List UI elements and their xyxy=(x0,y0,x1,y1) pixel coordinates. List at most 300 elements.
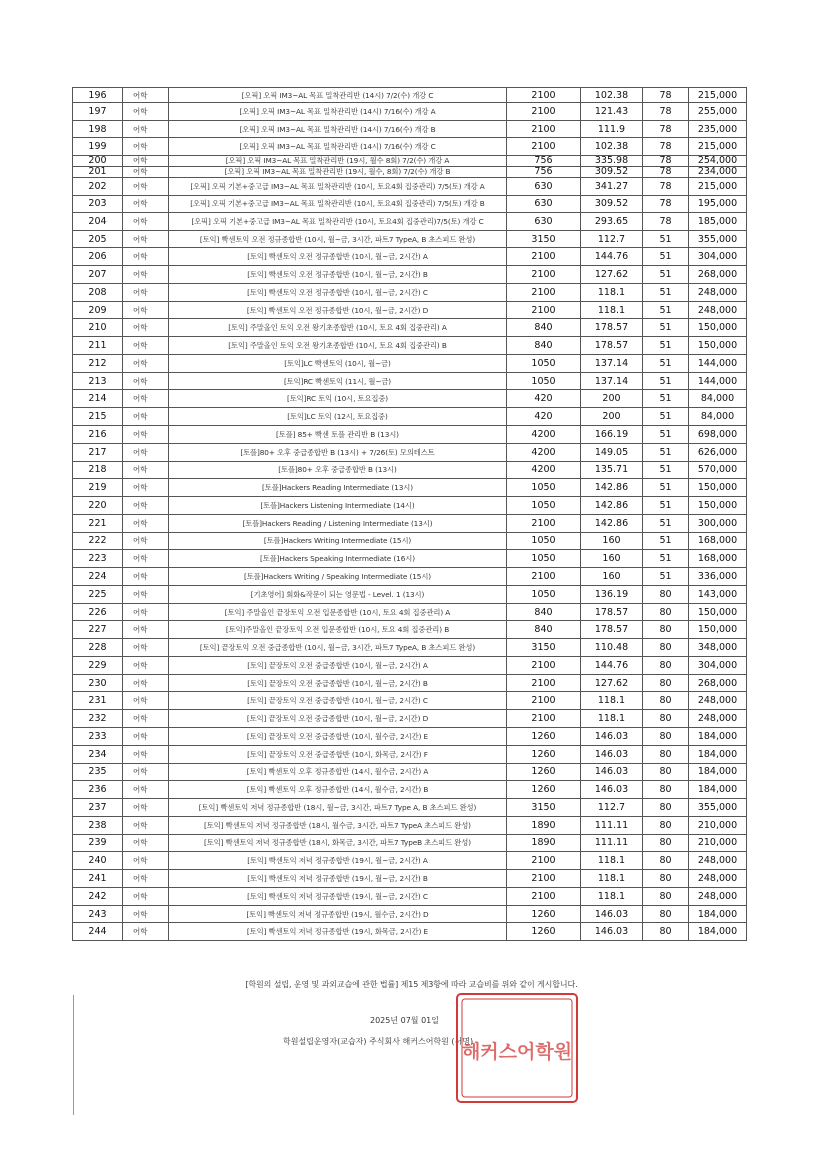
teaching-hours: 78 xyxy=(643,88,689,103)
total-minutes: 2100 xyxy=(507,266,581,284)
teaching-hours: 51 xyxy=(643,354,689,372)
category-cell: 어학 xyxy=(123,870,169,888)
legal-notice: [학원의 설립, 운영 및 과외교습에 관한 법률] 제15 제3항에 따라 교습비를 위와 같이 게시합니다. xyxy=(245,980,578,989)
course-title: [토익] 빡센토익 저녁 정규종합반 (18시, 월수금, 3시간, 파트7 TypeA 초스피드 완성) xyxy=(169,816,507,834)
row-number: 232 xyxy=(73,710,123,728)
total-minutes: 2100 xyxy=(507,283,581,301)
tuition-fee-table xyxy=(72,87,747,941)
total-minutes: 2100 xyxy=(507,692,581,710)
tuition-fee: 144,000 xyxy=(689,372,747,390)
row-number: 229 xyxy=(73,656,123,674)
table-row xyxy=(73,656,747,674)
tuition-fee: 235,000 xyxy=(689,120,747,138)
tuition-fee: 150,000 xyxy=(689,497,747,515)
total-minutes: 2100 xyxy=(507,301,581,319)
total-minutes: 1260 xyxy=(507,745,581,763)
tuition-fee: 355,000 xyxy=(689,799,747,817)
table-row xyxy=(73,834,747,852)
course-title: [토플] 85+ 빡센 토플 관리반 B (13시) xyxy=(169,426,507,444)
table-row xyxy=(73,408,747,426)
row-number: 204 xyxy=(73,213,123,231)
total-minutes: 1260 xyxy=(507,905,581,923)
teaching-hours: 80 xyxy=(643,728,689,746)
table-row xyxy=(73,372,747,390)
category-cell: 어학 xyxy=(123,408,169,426)
table-row xyxy=(73,621,747,639)
fee-per-minute: 118.1 xyxy=(581,870,643,888)
course-title: [토익] 빡센토익 오전 정규종합반 (10시, 월~금, 2시간) B xyxy=(169,266,507,284)
category-cell: 어학 xyxy=(123,248,169,266)
row-number: 196 xyxy=(73,88,123,103)
table-row xyxy=(73,319,747,337)
row-number: 223 xyxy=(73,550,123,568)
category-cell: 어학 xyxy=(123,585,169,603)
row-number: 243 xyxy=(73,905,123,923)
course-title: [오픽] 오픽 기본+중고급 IM3~AL 목표 밀착관리반 (10시, 토요4회 집중관리) 7/5(토) 개강 A xyxy=(169,177,507,195)
teaching-hours: 80 xyxy=(643,745,689,763)
course-title: [오픽] 오픽 IM3~AL 목표 밀착관리반 (14시) 7/16(수) 개강 C xyxy=(169,138,507,156)
category-cell: 어학 xyxy=(123,177,169,195)
fee-per-minute: 146.03 xyxy=(581,923,643,941)
teaching-hours: 78 xyxy=(643,120,689,138)
category-cell: 어학 xyxy=(123,138,169,156)
course-title: [토익] 빡센토익 저녁 정규종합반 (19시, 월~금, 2시간) A xyxy=(169,852,507,870)
teaching-hours: 51 xyxy=(643,319,689,337)
course-title: [토익] 주말올인 토익 오전 왕기초종합반 (10시, 토요 4회 집중관리) A xyxy=(169,319,507,337)
total-minutes: 1050 xyxy=(507,354,581,372)
course-title: [토익] 빡센토익 오전 정규종합반 (10시, 월~금, 2시간) D xyxy=(169,301,507,319)
total-minutes: 1050 xyxy=(507,497,581,515)
total-minutes: 1260 xyxy=(507,923,581,941)
teaching-hours: 78 xyxy=(643,138,689,156)
category-cell: 어학 xyxy=(123,799,169,817)
fee-per-minute: 178.57 xyxy=(581,621,643,639)
row-number: 225 xyxy=(73,585,123,603)
category-cell: 어학 xyxy=(123,674,169,692)
fee-per-minute: 146.03 xyxy=(581,781,643,799)
table-row xyxy=(73,138,747,156)
fee-per-minute: 160 xyxy=(581,568,643,586)
category-cell: 어학 xyxy=(123,887,169,905)
total-minutes: 1890 xyxy=(507,834,581,852)
fee-per-minute: 160 xyxy=(581,532,643,550)
row-number: 210 xyxy=(73,319,123,337)
total-minutes: 2100 xyxy=(507,138,581,156)
category-cell: 어학 xyxy=(123,283,169,301)
fee-per-minute: 142.86 xyxy=(581,479,643,497)
fee-per-minute: 309.52 xyxy=(581,166,643,177)
course-title: [토플]Hackers Reading Intermediate (13시) xyxy=(169,479,507,497)
row-number: 213 xyxy=(73,372,123,390)
teaching-hours: 80 xyxy=(643,923,689,941)
row-number: 203 xyxy=(73,195,123,213)
teaching-hours: 80 xyxy=(643,852,689,870)
teaching-hours: 80 xyxy=(643,834,689,852)
total-minutes: 1260 xyxy=(507,728,581,746)
category-cell: 어학 xyxy=(123,372,169,390)
tuition-fee: 168,000 xyxy=(689,532,747,550)
tuition-fee: 268,000 xyxy=(689,674,747,692)
total-minutes: 420 xyxy=(507,390,581,408)
fee-per-minute: 142.86 xyxy=(581,514,643,532)
teaching-hours: 80 xyxy=(643,692,689,710)
category-cell: 어학 xyxy=(123,301,169,319)
total-minutes: 2100 xyxy=(507,710,581,728)
fee-per-minute: 102.38 xyxy=(581,88,643,103)
category-cell: 어학 xyxy=(123,337,169,355)
teaching-hours: 51 xyxy=(643,479,689,497)
teaching-hours: 78 xyxy=(643,166,689,177)
category-cell: 어학 xyxy=(123,639,169,657)
row-number: 219 xyxy=(73,479,123,497)
row-number: 244 xyxy=(73,923,123,941)
table-row xyxy=(73,166,747,177)
category-cell: 어학 xyxy=(123,656,169,674)
tuition-fee: 248,000 xyxy=(689,887,747,905)
fee-per-minute: 102.38 xyxy=(581,138,643,156)
fee-per-minute: 309.52 xyxy=(581,195,643,213)
category-cell: 어학 xyxy=(123,532,169,550)
teaching-hours: 51 xyxy=(643,550,689,568)
fee-per-minute: 112.7 xyxy=(581,230,643,248)
total-minutes: 840 xyxy=(507,603,581,621)
teaching-hours: 51 xyxy=(643,372,689,390)
table-row xyxy=(73,728,747,746)
tuition-fee: 84,000 xyxy=(689,390,747,408)
total-minutes: 630 xyxy=(507,195,581,213)
table-row xyxy=(73,443,747,461)
row-number: 199 xyxy=(73,138,123,156)
row-number: 215 xyxy=(73,408,123,426)
course-title: [오픽] 오픽 IM3~AL 목표 밀착관리반 (19시, 월수 8회) 7/2(수) 개강 A xyxy=(169,155,507,166)
fee-per-minute: 146.03 xyxy=(581,745,643,763)
tuition-fee: 215,000 xyxy=(689,177,747,195)
row-number: 228 xyxy=(73,639,123,657)
course-title: [토익] 주말올인 끝장토익 오전 입문종합반 (10시, 토요 4회 집중관리) A xyxy=(169,603,507,621)
tuition-fee: 215,000 xyxy=(689,88,747,103)
table-row xyxy=(73,532,747,550)
category-cell: 어학 xyxy=(123,319,169,337)
table-row xyxy=(73,155,747,166)
course-title: [토익] 빡센토익 저녁 정규종합반 (19시, 월~금, 2시간) B xyxy=(169,870,507,888)
tuition-fee: 210,000 xyxy=(689,834,747,852)
fee-per-minute: 146.03 xyxy=(581,905,643,923)
course-title: [토익] 끝장토익 오전 중급종합반 (10시, 화목금, 2시간) F xyxy=(169,745,507,763)
teaching-hours: 51 xyxy=(643,230,689,248)
tuition-fee: 215,000 xyxy=(689,138,747,156)
table-body xyxy=(73,88,747,941)
total-minutes: 630 xyxy=(507,177,581,195)
fee-per-minute: 111.9 xyxy=(581,120,643,138)
row-number: 202 xyxy=(73,177,123,195)
fee-per-minute: 137.14 xyxy=(581,354,643,372)
row-number: 218 xyxy=(73,461,123,479)
total-minutes: 2100 xyxy=(507,887,581,905)
row-number: 211 xyxy=(73,337,123,355)
tuition-fee: 150,000 xyxy=(689,479,747,497)
table-row xyxy=(73,88,747,103)
total-minutes: 4200 xyxy=(507,461,581,479)
total-minutes: 2100 xyxy=(507,852,581,870)
category-cell: 어학 xyxy=(123,745,169,763)
fee-per-minute: 146.03 xyxy=(581,763,643,781)
table-row xyxy=(73,426,747,444)
table-row xyxy=(73,550,747,568)
category-cell: 어학 xyxy=(123,166,169,177)
total-minutes: 2100 xyxy=(507,120,581,138)
table-row xyxy=(73,674,747,692)
category-cell: 어학 xyxy=(123,230,169,248)
course-title: [토익]LC 빡센토익 (10시, 월~금) xyxy=(169,354,507,372)
course-title: [토플]Hackers Writing Intermediate (15시) xyxy=(169,532,507,550)
course-title: [토익] 빡센토익 저녁 정규종합반 (19시, 월~금, 2시간) C xyxy=(169,887,507,905)
fee-per-minute: 135.71 xyxy=(581,461,643,479)
tuition-fee: 248,000 xyxy=(689,283,747,301)
fee-per-minute: 160 xyxy=(581,550,643,568)
fee-per-minute: 111.11 xyxy=(581,816,643,834)
total-minutes: 1050 xyxy=(507,585,581,603)
category-cell: 어학 xyxy=(123,195,169,213)
fee-per-minute: 200 xyxy=(581,408,643,426)
tuition-fee: 300,000 xyxy=(689,514,747,532)
fee-per-minute: 118.1 xyxy=(581,301,643,319)
course-title: [토플]Hackers Writing / Speaking Intermediate (15시) xyxy=(169,568,507,586)
tuition-fee: 184,000 xyxy=(689,905,747,923)
course-title: [토익]주말올인 끝장토익 오전 입문종합반 (10시, 토요 4회 집중관리) B xyxy=(169,621,507,639)
course-title: [토익] 끝장토익 오전 중급종합반 (10시, 월수금, 2시간) E xyxy=(169,728,507,746)
row-number: 220 xyxy=(73,497,123,515)
table-row xyxy=(73,195,747,213)
teaching-hours: 51 xyxy=(643,266,689,284)
table-row xyxy=(73,710,747,728)
tuition-fee: 84,000 xyxy=(689,408,747,426)
teaching-hours: 80 xyxy=(643,656,689,674)
category-cell: 어학 xyxy=(123,710,169,728)
total-minutes: 2100 xyxy=(507,88,581,103)
teaching-hours: 80 xyxy=(643,710,689,728)
table-row xyxy=(73,887,747,905)
issue-date: 2025년 07월 01일 xyxy=(370,1016,439,1025)
table-row xyxy=(73,266,747,284)
category-cell: 어학 xyxy=(123,390,169,408)
table-row xyxy=(73,816,747,834)
total-minutes: 420 xyxy=(507,408,581,426)
fee-per-minute: 293.65 xyxy=(581,213,643,231)
table-row xyxy=(73,248,747,266)
table-row xyxy=(73,213,747,231)
total-minutes: 1260 xyxy=(507,763,581,781)
teaching-hours: 51 xyxy=(643,248,689,266)
tuition-fee: 248,000 xyxy=(689,710,747,728)
course-title: [토익] 빡센토익 저녁 정규종합반 (19시, 월수금, 2시간) D xyxy=(169,905,507,923)
table-row xyxy=(73,905,747,923)
teaching-hours: 80 xyxy=(643,603,689,621)
table-row xyxy=(73,852,747,870)
row-number: 197 xyxy=(73,103,123,121)
category-cell: 어학 xyxy=(123,728,169,746)
teaching-hours: 51 xyxy=(643,301,689,319)
total-minutes: 4200 xyxy=(507,443,581,461)
fee-per-minute: 137.14 xyxy=(581,372,643,390)
total-minutes: 2100 xyxy=(507,656,581,674)
teaching-hours: 51 xyxy=(643,390,689,408)
table-row xyxy=(73,692,747,710)
row-number: 201 xyxy=(73,166,123,177)
table-row xyxy=(73,763,747,781)
row-number: 233 xyxy=(73,728,123,746)
category-cell: 어학 xyxy=(123,923,169,941)
tuition-fee: 185,000 xyxy=(689,213,747,231)
tuition-fee: 184,000 xyxy=(689,745,747,763)
category-cell: 어학 xyxy=(123,816,169,834)
tuition-fee: 184,000 xyxy=(689,763,747,781)
tuition-fee: 150,000 xyxy=(689,337,747,355)
tuition-fee: 195,000 xyxy=(689,195,747,213)
teaching-hours: 78 xyxy=(643,155,689,166)
table-row xyxy=(73,103,747,121)
course-title: [오픽] 오픽 IM3~AL 목표 밀착관리반 (14시) 7/16(수) 개강 A xyxy=(169,103,507,121)
total-minutes: 3150 xyxy=(507,799,581,817)
fee-per-minute: 118.1 xyxy=(581,887,643,905)
table-row xyxy=(73,461,747,479)
teaching-hours: 78 xyxy=(643,195,689,213)
course-title: [토플]80+ 오후 중급종합반 B (13시) + 7/26(토) 모의테스트 xyxy=(169,443,507,461)
course-title: [토익] 빡센토익 저녁 정규종합반 (19시, 화목금, 2시간) E xyxy=(169,923,507,941)
fee-per-minute: 178.57 xyxy=(581,319,643,337)
row-number: 214 xyxy=(73,390,123,408)
course-title: [토익] 끝장토익 오전 중급종합반 (10시, 월~금, 3시간, 파트7 TypeA, B 초스피드 완성) xyxy=(169,639,507,657)
tuition-fee: 150,000 xyxy=(689,621,747,639)
fee-per-minute: 146.03 xyxy=(581,728,643,746)
teaching-hours: 51 xyxy=(643,408,689,426)
fee-per-minute: 110.48 xyxy=(581,639,643,657)
course-title: [토플]Hackers Reading / Listening Intermediate (13시) xyxy=(169,514,507,532)
tuition-fee: 304,000 xyxy=(689,656,747,674)
course-title: [오픽] 오픽 IM3~AL 목표 밀착관리반 (14시) 7/2(수) 개강 C xyxy=(169,88,507,103)
teaching-hours: 51 xyxy=(643,461,689,479)
course-title: [토익] 끝장토익 오전 중급종합반 (10시, 월~금, 2시간) B xyxy=(169,674,507,692)
table-row xyxy=(73,230,747,248)
total-minutes: 756 xyxy=(507,155,581,166)
tuition-fee: 184,000 xyxy=(689,923,747,941)
course-title: [오픽] 오픽 IM3~AL 목표 밀착관리반 (14시) 7/16(수) 개강 B xyxy=(169,120,507,138)
table-row xyxy=(73,781,747,799)
total-minutes: 630 xyxy=(507,213,581,231)
row-number: 200 xyxy=(73,155,123,166)
tuition-fee: 150,000 xyxy=(689,319,747,337)
total-minutes: 2100 xyxy=(507,248,581,266)
row-number: 238 xyxy=(73,816,123,834)
row-number: 206 xyxy=(73,248,123,266)
table-row xyxy=(73,301,747,319)
tuition-fee: 234,000 xyxy=(689,166,747,177)
teaching-hours: 80 xyxy=(643,816,689,834)
tuition-fee: 248,000 xyxy=(689,852,747,870)
table-row xyxy=(73,639,747,657)
fee-per-minute: 127.62 xyxy=(581,266,643,284)
row-number: 205 xyxy=(73,230,123,248)
seal-text: 해커스어학원 xyxy=(461,1041,573,1063)
course-title: [토익] 빡센토익 오후 정규종합반 (14시, 월수금, 2시간) B xyxy=(169,781,507,799)
total-minutes: 1050 xyxy=(507,532,581,550)
margin-line xyxy=(73,995,74,1115)
fee-per-minute: 166.19 xyxy=(581,426,643,444)
fee-per-minute: 341.27 xyxy=(581,177,643,195)
teaching-hours: 80 xyxy=(643,639,689,657)
total-minutes: 1050 xyxy=(507,550,581,568)
row-number: 221 xyxy=(73,514,123,532)
fee-per-minute: 121.43 xyxy=(581,103,643,121)
fee-per-minute: 111.11 xyxy=(581,834,643,852)
category-cell: 어학 xyxy=(123,852,169,870)
table-row xyxy=(73,120,747,138)
course-title: [토익] 빡센토익 오전 정규종합반 (10시, 월~금, 3시간, 파트7 TypeA, B 초스피드 완성) xyxy=(169,230,507,248)
total-minutes: 2100 xyxy=(507,568,581,586)
table-row xyxy=(73,479,747,497)
category-cell: 어학 xyxy=(123,905,169,923)
teaching-hours: 80 xyxy=(643,870,689,888)
row-number: 198 xyxy=(73,120,123,138)
course-title: [토익] 끝장토익 오전 중급종합반 (10시, 월~금, 2시간) A xyxy=(169,656,507,674)
teaching-hours: 80 xyxy=(643,781,689,799)
table-row xyxy=(73,390,747,408)
course-title: [토익] 빡센토익 오전 정규종합반 (10시, 월~금, 2시간) A xyxy=(169,248,507,266)
tuition-fee: 268,000 xyxy=(689,266,747,284)
category-cell: 어학 xyxy=(123,461,169,479)
teaching-hours: 80 xyxy=(643,763,689,781)
total-minutes: 1890 xyxy=(507,816,581,834)
fee-per-minute: 127.62 xyxy=(581,674,643,692)
row-number: 216 xyxy=(73,426,123,444)
total-minutes: 840 xyxy=(507,621,581,639)
category-cell: 어학 xyxy=(123,88,169,103)
tuition-fee: 570,000 xyxy=(689,461,747,479)
course-title: [토익] 빡센토익 저녁 정규종합반 (18시, 월~금, 3시간, 파트7 Type A, B 초스피드 완성) xyxy=(169,799,507,817)
category-cell: 어학 xyxy=(123,120,169,138)
tuition-fee: 248,000 xyxy=(689,870,747,888)
fee-per-minute: 118.1 xyxy=(581,710,643,728)
course-title: [토플]Hackers Listening Intermediate (14시) xyxy=(169,497,507,515)
category-cell: 어학 xyxy=(123,568,169,586)
row-number: 227 xyxy=(73,621,123,639)
category-cell: 어학 xyxy=(123,550,169,568)
table-row xyxy=(73,923,747,941)
course-title: [토익] 끝장토익 오전 중급종합반 (10시, 월~금, 2시간) D xyxy=(169,710,507,728)
row-number: 222 xyxy=(73,532,123,550)
course-title: [기초영어] 회화&작문이 되는 영문법 - Level. 1 (13시) xyxy=(169,585,507,603)
teaching-hours: 80 xyxy=(643,621,689,639)
category-cell: 어학 xyxy=(123,514,169,532)
tuition-fee: 626,000 xyxy=(689,443,747,461)
row-number: 208 xyxy=(73,283,123,301)
row-number: 240 xyxy=(73,852,123,870)
tuition-fee: 698,000 xyxy=(689,426,747,444)
teaching-hours: 80 xyxy=(643,674,689,692)
row-number: 224 xyxy=(73,568,123,586)
total-minutes: 2100 xyxy=(507,870,581,888)
total-minutes: 3150 xyxy=(507,639,581,657)
tuition-fee: 255,000 xyxy=(689,103,747,121)
tuition-fee: 184,000 xyxy=(689,728,747,746)
teaching-hours: 80 xyxy=(643,887,689,905)
teaching-hours: 80 xyxy=(643,799,689,817)
fee-per-minute: 178.57 xyxy=(581,603,643,621)
fee-per-minute: 118.1 xyxy=(581,283,643,301)
table-row xyxy=(73,603,747,621)
tuition-fee: 144,000 xyxy=(689,354,747,372)
teaching-hours: 51 xyxy=(643,497,689,515)
table-row xyxy=(73,870,747,888)
